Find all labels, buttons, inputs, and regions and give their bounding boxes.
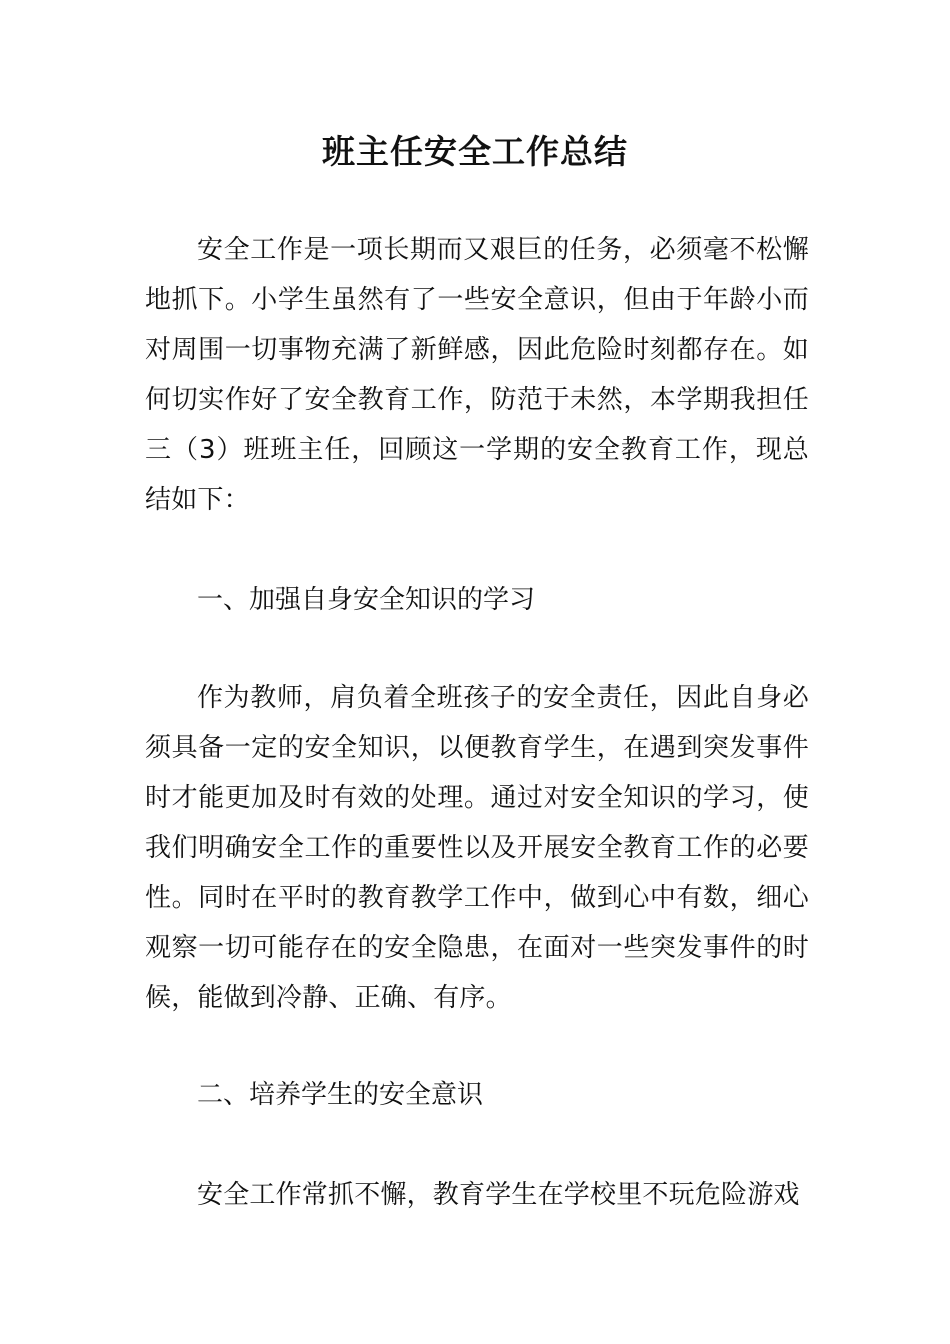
- section-heading-2: 二、培养学生的安全意识: [197, 1080, 484, 1110]
- section-2-paragraph: 安全工作常抓不懈，教育学生在学校里不玩危险游戏: [197, 1180, 800, 1210]
- intro-paragraph: 安全工作是一项长期而又艰巨的任务，必须毫不松懈地抓下。小学生虽然有了一些安全意识，但由于年龄小而对周围一切事物充满了新鲜感，因此危险时刻都存在。如何切实作好了安全教育工作，防范于未然，本学期我担任三（3）班班主任，回顾这一学期的安全教育工作，现总结如下：: [145, 235, 809, 515]
- section-1-paragraph: 作为教师，肩负着全班孩子的安全责任，因此自身必须具备一定的安全知识，以便教育学生，在遇到突发事件时才能更加及时有效的处理。通过对安全知识的学习，使我们明确安全工作的重要性以及开展安全教育工作的必要性。同时在平时的教育教学工作中，做到心中有数，细心观察一切可能存在的安全隐患，在面对一些突发事件的时候，能做到冷静、正确、有序。: [145, 683, 809, 1013]
- section-heading-1: 一、加强自身安全知识的学习: [197, 585, 536, 615]
- document-title: 班主任安全工作总结: [322, 132, 628, 171]
